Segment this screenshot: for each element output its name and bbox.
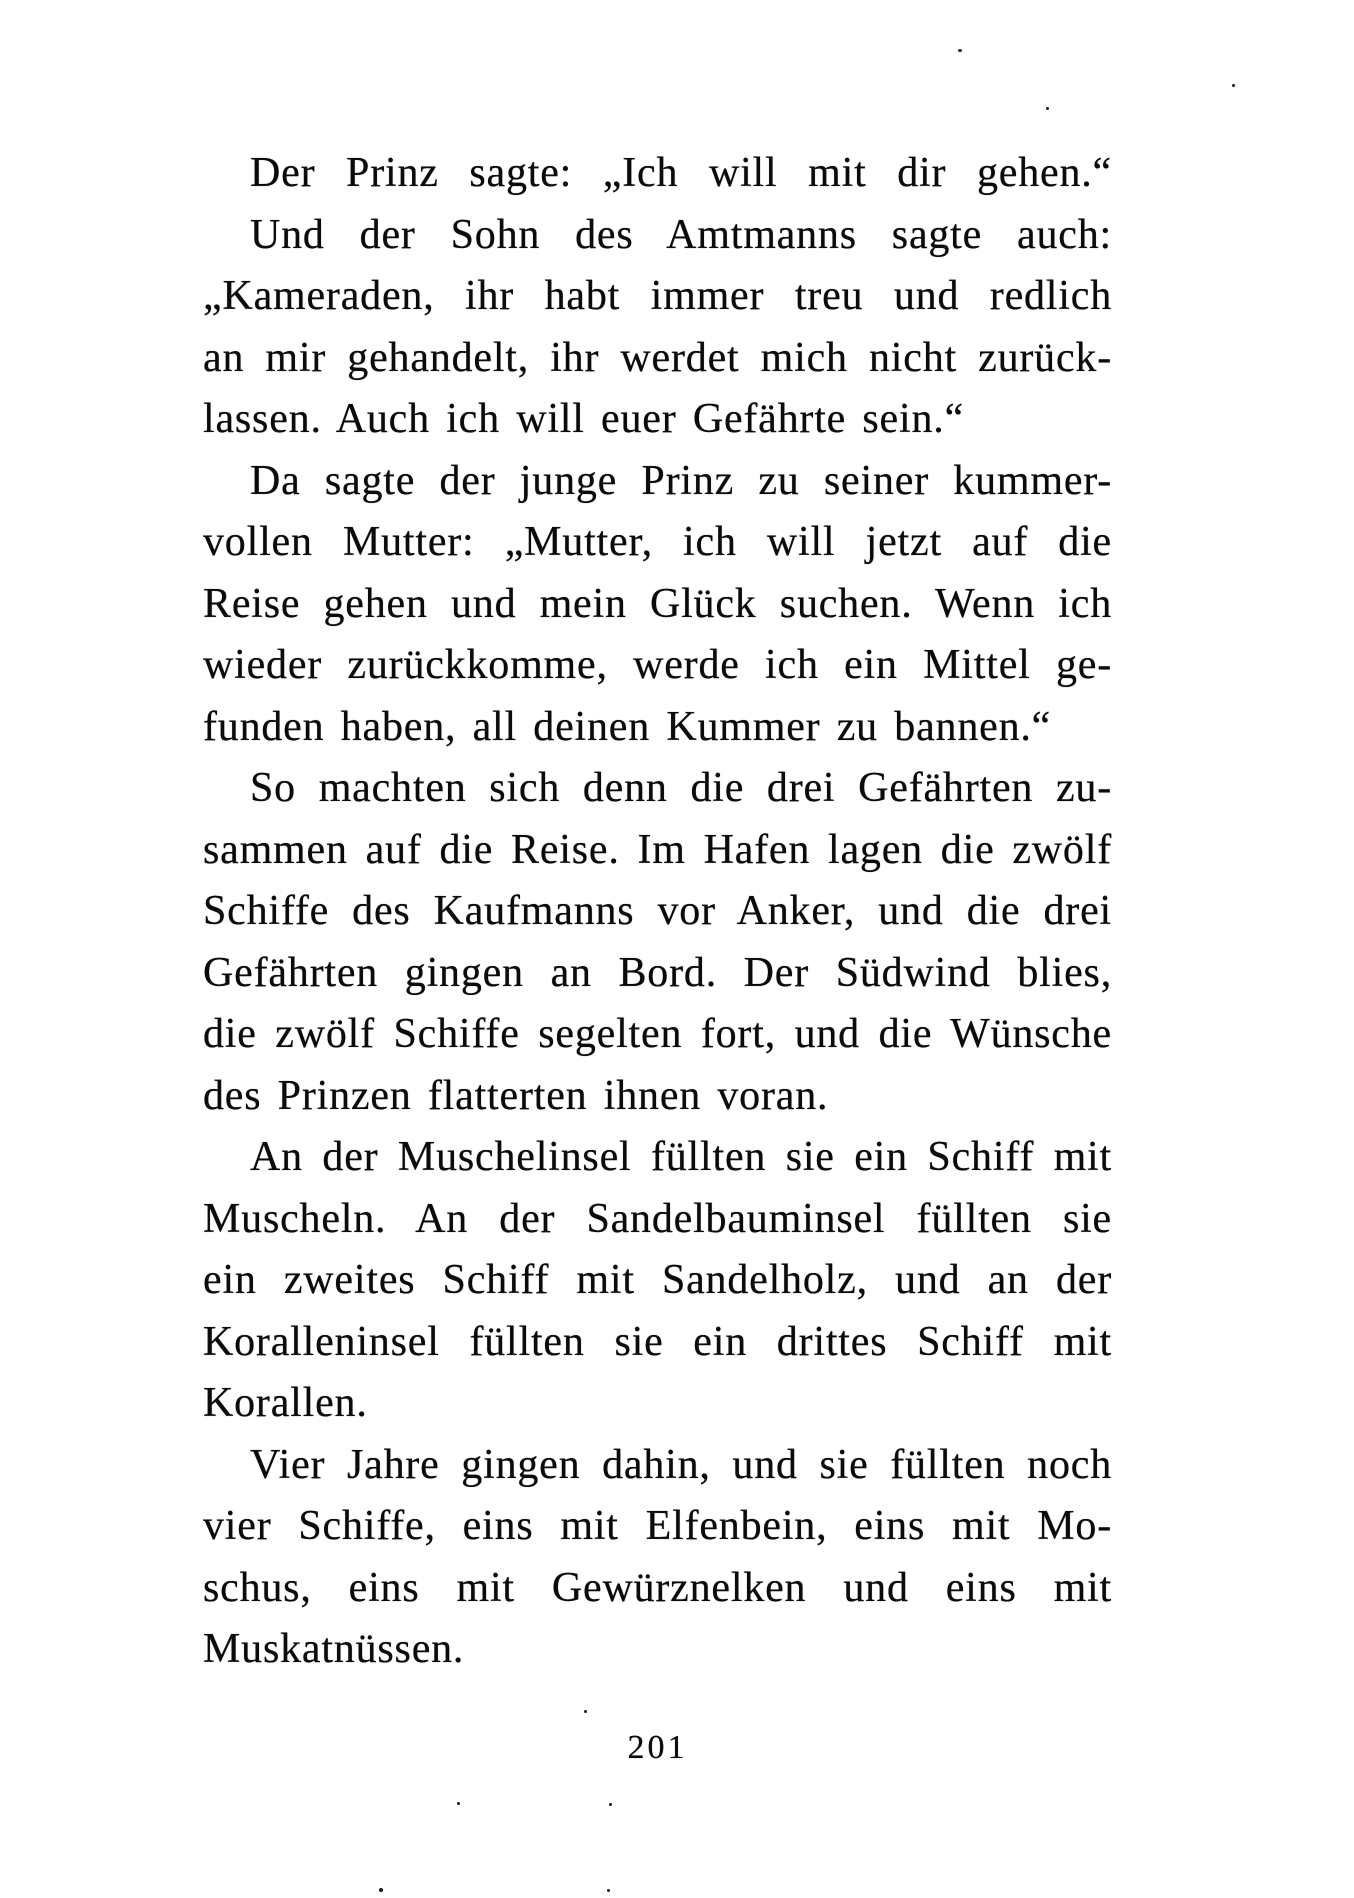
text-line: Der Prinz sagte: „Ich will mit dir gehen.“ bbox=[250, 150, 1112, 196]
text-line: vier Schiffe, eins mit Elfenbein, eins mit Mo- bbox=[203, 1503, 1112, 1549]
text-line: „Kameraden, ihr habt immer treu und redlich bbox=[203, 273, 1112, 319]
body-text bbox=[203, 143, 1112, 1681]
text-line: Koralleninsel füllten sie ein drittes Schiff mit bbox=[203, 1318, 1112, 1365]
text-line: Gefährten gingen an Bord. Der Südwind blies, bbox=[203, 949, 1112, 996]
text-line: Schiffe des Kaufmanns vor Anker, und die drei bbox=[203, 888, 1112, 934]
scan-speck bbox=[584, 1710, 587, 1713]
text-line: Muskatnüssen. bbox=[203, 1626, 465, 1672]
text-line: Vier Jahre gingen dahin, und sie füllten noch bbox=[250, 1441, 1112, 1488]
scan-speck bbox=[457, 1802, 460, 1805]
text-line: des Prinzen flatterten ihnen voran. bbox=[203, 1072, 829, 1119]
text-line: So machten sich denn die drei Gefährten zu- bbox=[250, 765, 1112, 811]
text-line: Muscheln. An der Sandelbauminsel füllten sie bbox=[203, 1195, 1112, 1242]
text-line: funden haben, all deinen Kummer zu bannen.“ bbox=[203, 703, 1052, 750]
text-line: die zwölf Schiffe segelten fort, und die Wünsche bbox=[203, 1011, 1112, 1057]
text-line: schus, eins mit Gewürznelken und eins mit bbox=[203, 1564, 1112, 1611]
scan-speck bbox=[609, 1803, 612, 1806]
text-line: ein zweites Schiff mit Sandelholz, und an der bbox=[203, 1257, 1112, 1303]
scan-speck bbox=[607, 1889, 610, 1892]
scan-speck bbox=[958, 49, 962, 52]
text-line: Da sagte der junge Prinz zu seiner kummer- bbox=[250, 457, 1112, 504]
page-number: 201 bbox=[627, 1729, 688, 1766]
scan-speck bbox=[1046, 107, 1049, 110]
text-line: Reise gehen und mein Glück suchen. Wenn ich bbox=[203, 580, 1112, 627]
scan-speck bbox=[379, 1888, 383, 1892]
text-line: Korallen. bbox=[203, 1380, 368, 1426]
scan-speck bbox=[1232, 84, 1235, 87]
text-line: vollen Mutter: „Mutter, ich will jetzt auf die bbox=[203, 519, 1112, 565]
text-line: an mir gehandelt, ihr werdet mich nicht zurück- bbox=[203, 334, 1112, 381]
text-line: Und der Sohn des Amtmanns sagte auch: bbox=[250, 211, 1112, 258]
text-line: wieder zurückkomme, werde ich ein Mittel ge- bbox=[203, 642, 1112, 688]
text-line: sammen auf die Reise. Im Hafen lagen die zwölf bbox=[203, 826, 1112, 873]
text-line: lassen. Auch ich will euer Gefährte sein.“ bbox=[203, 396, 965, 442]
text-line: An der Muschelinsel füllten sie ein Schiff mit bbox=[250, 1134, 1112, 1180]
